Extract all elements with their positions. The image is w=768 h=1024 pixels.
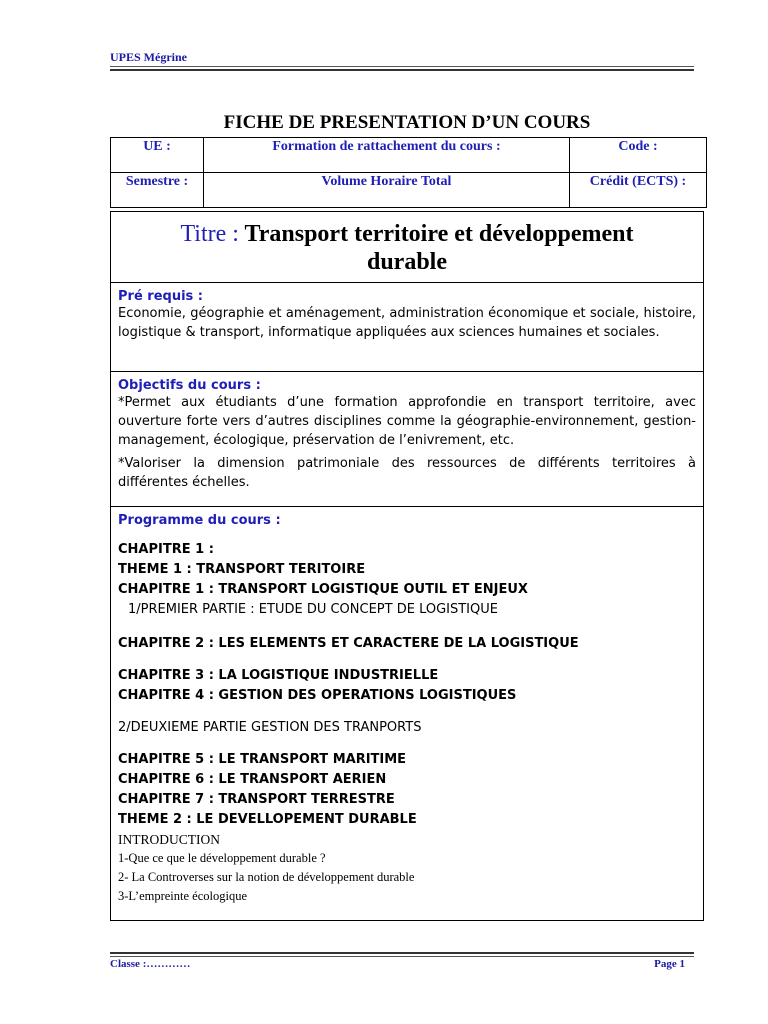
program-line: THEME 1 : TRANSPORT TERITOIRE [118, 562, 366, 577]
footer-rule [110, 956, 694, 957]
volume-horaire-cell: Volume Horaire Total [204, 173, 570, 208]
prerequisites-label: Pré requis : [118, 289, 203, 304]
title-text-line2: durable [366, 249, 447, 275]
header-rule [110, 66, 694, 67]
table-row [111, 173, 707, 208]
program-line: 2/DEUXIEME PARTIE GESTION DES TRANPORTS [118, 720, 422, 735]
objectives-paragraph-2: *Valoriser la dimension patrimoniale des ressources de différents territoires à différentes échelles. [118, 456, 696, 490]
objectives-label: Objectifs du cours : [118, 378, 261, 393]
course-details-box [110, 211, 704, 921]
footer-class: Classe :………… [110, 958, 191, 970]
table-row [111, 138, 707, 173]
footer-rule-thick [110, 952, 694, 954]
formation-cell: Formation de rattachement du cours : [204, 138, 570, 173]
objectives-section [111, 372, 703, 507]
program-line: CHAPITRE 3 : LA LOGISTIQUE INDUSTRIELLE [118, 668, 439, 683]
program-line: 1-Que ce que le développement durable ? [118, 851, 326, 865]
title-text-line1: Transport territoire et développement [244, 221, 634, 247]
code-cell: Code : [570, 138, 707, 173]
program-line: CHAPITRE 2 : LES ELEMENTS ET CARACTERE DE LA LOGISTIQUE [118, 636, 579, 651]
program-line: THEME 2 : LE DEVELLOPEMENT DURABLE [118, 812, 417, 827]
program-section [111, 507, 703, 921]
program-label: Programme du cours : [118, 513, 281, 528]
title-section [111, 212, 703, 283]
course-title [111, 212, 703, 248]
semestre-cell: Semestre : [111, 173, 204, 208]
ue-cell: UE : [111, 138, 204, 173]
program-line: CHAPITRE 1 : TRANSPORT LOGISTIQUE OUTIL ET ENJEUX [118, 582, 528, 597]
program-line: CHAPITRE 4 : GESTION DES OPERATIONS LOGISTIQUES [118, 688, 517, 703]
program-line: CHAPITRE 5 : LE TRANSPORT MARITIME [118, 752, 407, 767]
credit-cell: Crédit (ECTS) : [570, 173, 707, 208]
document-title: FICHE DE PRESENTATION D’UN COURS [223, 112, 591, 133]
header-organization: UPES Mégrine [110, 50, 187, 64]
program-line: CHAPITRE 7 : TRANSPORT TERRESTRE [118, 792, 395, 807]
prerequisites-text: Economie, géographie et aménagement, administration économique et sociale, histoire, logistique & transport, informatique appliquées aux sciences humaines et sociales. [118, 306, 696, 340]
objectives-paragraph-1: *Permet aux étudiants d’une formation approfondie en transport territoire, avec ouverture forte vers d’autres disciplines comme la géographie-environnement, gestion-management, écologique, préservation de l’enivrement, etc. [118, 395, 696, 448]
title-label: Titre : [180, 221, 239, 247]
program-line: 2- La Controverses sur la notion de développement durable [118, 870, 415, 884]
course-info-table [110, 137, 707, 208]
prerequisites-section [111, 283, 703, 372]
footer-page-number: Page 1 [654, 958, 685, 970]
program-line: 1/PREMIER PARTIE : ETUDE DU CONCEPT DE LOGISTIQUE [128, 602, 498, 617]
program-line: CHAPITRE 6 : LE TRANSPORT AERIEN [118, 772, 387, 787]
header-rule-thick [110, 69, 694, 71]
program-line: 3-L’empreinte écologique [118, 889, 248, 903]
program-line: INTRODUCTION [118, 832, 220, 847]
program-line: CHAPITRE 1 : [118, 542, 214, 557]
